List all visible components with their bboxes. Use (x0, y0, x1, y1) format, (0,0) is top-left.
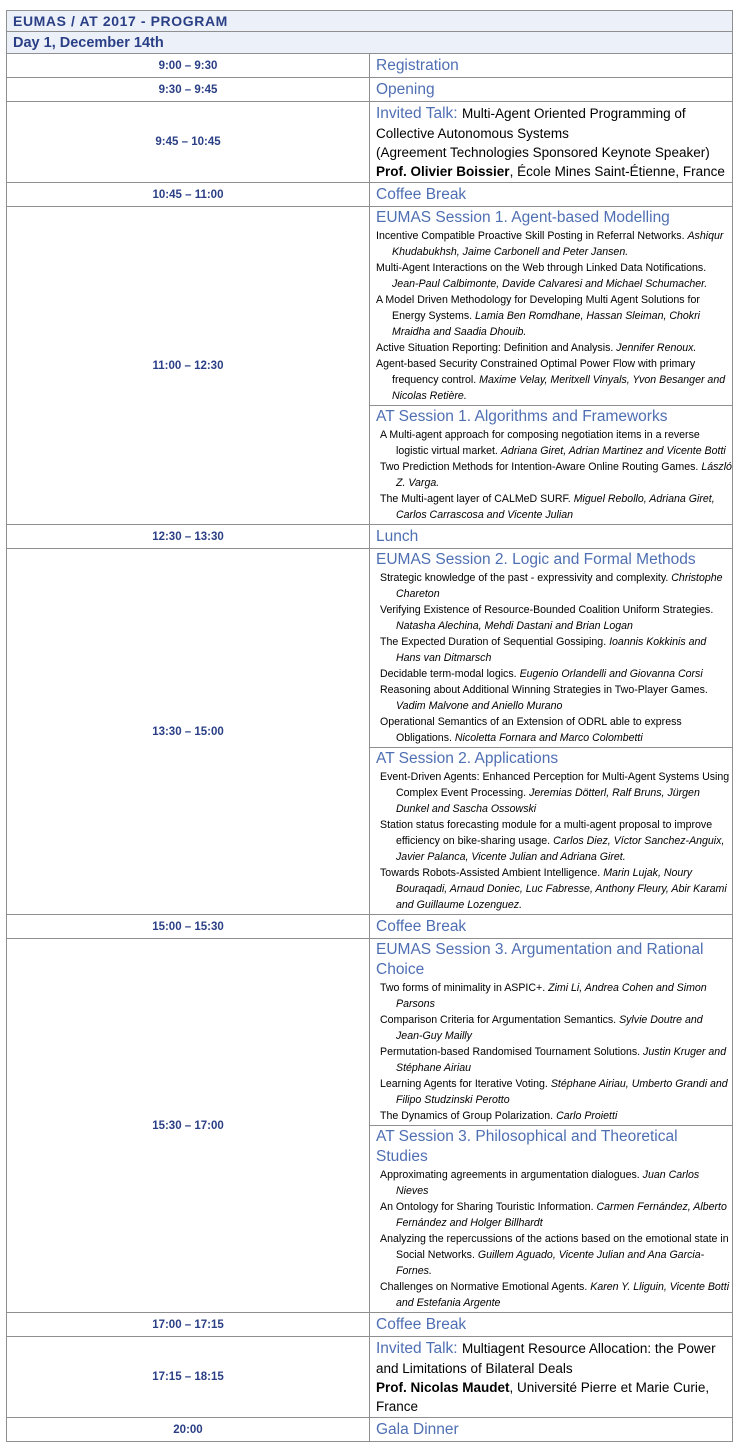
paper-item (376, 459, 732, 491)
invited-speaker (376, 1378, 732, 1416)
paper-title: Two forms of minimality in ASPIC+. (380, 982, 546, 994)
paper-list (376, 769, 732, 913)
paper-authors: Zimi Li, Andrea Cohen and Simon Parsons (396, 982, 707, 1010)
paper-title: A Model Driven Methodology for Developing Multi Agent Solutions for Energy Systems. (376, 294, 700, 322)
slot-label-cell (370, 1313, 733, 1337)
slot-label: Registration (376, 57, 459, 74)
paper-authors: Jennifer Renoux. (616, 342, 697, 354)
speaker-affiliation: , École Mines Saint-Étienne, France (509, 164, 725, 179)
paper-list (376, 228, 732, 404)
paper-item (376, 1108, 732, 1124)
paper-authors: Carmen Fernández, Alberto Fernández and Holger Billhardt (396, 1201, 727, 1229)
paper-item (376, 980, 732, 1012)
session-title: EUMAS Session 2. Logic and Formal Methods (376, 551, 696, 568)
invited-speaker (376, 162, 732, 181)
paper-title: Approximating agreements in argumentation dialogues. (380, 1169, 640, 1181)
paper-authors: Lamia Ben Romdhane, Hassan Sleiman, Chokri Mraidha and Saadia Dhouib. (392, 310, 700, 338)
session-cell (370, 748, 733, 915)
paper-item (376, 666, 732, 682)
schedule-row (7, 78, 733, 102)
invited-talk-title: Multi-Agent Oriented Programming of Collective Autonomous Systems (376, 106, 686, 141)
paper-authors: Miguel Rebollo, Adriana Giret, Carlos Carrascosa and Vicente Julian (396, 493, 715, 521)
paper-authors: Nicoletta Fornara and Marco Colombetti (454, 732, 643, 744)
paper-item (376, 1199, 732, 1231)
session-cell (370, 939, 733, 1126)
slot-label: Coffee Break (376, 918, 467, 935)
paper-title: Comparison Criteria for Argumentation Semantics. (380, 1014, 617, 1026)
paper-authors: Guillem Aguado, Vicente Julian and Ana Garcia-Fornes. (396, 1249, 705, 1277)
program-title-row (7, 11, 733, 32)
paper-item (376, 634, 732, 666)
paper-list (376, 570, 732, 746)
program-page (6, 10, 733, 1442)
paper-title: Strategic knowledge of the past - expressivity and complexity. (380, 572, 669, 584)
time-slot: 20:00 (7, 1418, 370, 1442)
paper-title: Towards Robots-Assisted Ambient Intelligence. (380, 867, 601, 879)
time-slot: 13:30 – 15:00 (7, 549, 370, 915)
program-table (6, 10, 733, 1442)
schedule-row (7, 54, 733, 78)
speaker-affiliation: , Université Pierre et Marie Curie, France (376, 1380, 710, 1414)
paper-authors: Adriana Giret, Adrian Martinez and Vicente Botti (500, 445, 726, 457)
time-slot: 15:30 – 17:00 (7, 939, 370, 1313)
paper-item (376, 602, 732, 634)
paper-authors: Carlo Proietti (556, 1110, 618, 1122)
paper-title: Incentive Compatible Proactive Skill Posting in Referral Networks. (376, 230, 685, 242)
schedule-row (7, 183, 733, 207)
day-title-row (7, 32, 733, 54)
schedule-row (7, 1337, 733, 1418)
schedule-row (7, 915, 733, 939)
paper-item (376, 356, 732, 404)
paper-item (376, 817, 732, 865)
invited-talk-heading (376, 1338, 732, 1378)
slot-label-cell (370, 525, 733, 549)
paper-title: The Multi-agent layer of CALMeD SURF. (380, 493, 571, 505)
paper-title: A Multi-agent approach for composing negotiation items in a reverse logistic virtual market. (380, 429, 700, 457)
paper-authors: Christophe Chareton (396, 572, 723, 600)
paper-authors: Eugenio Orlandelli and Giovanna Corsi (519, 668, 703, 680)
speaker-name: Prof. Nicolas Maudet (376, 1380, 510, 1395)
slot-label: Coffee Break (376, 1316, 467, 1333)
slot-label-cell (370, 915, 733, 939)
slot-label: Opening (376, 81, 435, 98)
session-title: EUMAS Session 1. Agent-based Modelling (376, 209, 670, 226)
paper-title: Event-Driven Agents: Enhanced Perception for Multi-Agent Systems Using Complex Event Processing. (380, 771, 730, 799)
paper-title: The Dynamics of Group Polarization. (380, 1110, 554, 1122)
time-slot: 12:30 – 13:30 (7, 525, 370, 549)
paper-authors: Juan Carlos Nieves (396, 1169, 700, 1197)
speaker-name: Prof. Olivier Boissier (376, 164, 510, 179)
paper-authors: Jeremias Dötterl, Ralf Bruns, Jürgen Dunkel and Sascha Ossowski (396, 787, 700, 815)
paper-authors: Justin Kruger and Stéphane Airiau (396, 1046, 727, 1074)
paper-authors: Natasha Alechina, Mehdi Dastani and Brian Logan (396, 620, 633, 632)
paper-title: Permutation-based Randomised Tournament Solutions. (380, 1046, 641, 1058)
session-row (7, 549, 733, 748)
paper-title: Active Situation Reporting: Definition and Analysis. (376, 342, 614, 354)
session-cell (370, 406, 733, 525)
paper-item (376, 682, 732, 714)
invited-talk-prefix: Invited Talk: (376, 1340, 458, 1357)
paper-authors: Sylvie Doutre and Jean-Guy Mailly (396, 1014, 703, 1042)
slot-label: Coffee Break (376, 186, 467, 203)
paper-title: Decidable term-modal logics. (380, 668, 517, 680)
paper-item (376, 865, 732, 913)
invited-talk-cell (370, 102, 733, 183)
session-title: AT Session 2. Applications (376, 750, 559, 767)
paper-item (376, 769, 732, 817)
session-row (7, 939, 733, 1126)
paper-title: An Ontology for Sharing Touristic Information. (380, 1201, 594, 1213)
invited-talk-cell (370, 1337, 733, 1418)
paper-item (376, 1076, 732, 1108)
paper-title: Verifying Existence of Resource-Bounded Coalition Uniform Strategies. (380, 604, 714, 616)
paper-item (376, 714, 732, 746)
session-cell (370, 549, 733, 748)
paper-item (376, 427, 732, 459)
paper-title: Challenges on Normative Emotional Agents. (380, 1281, 588, 1293)
session-row (7, 207, 733, 406)
invited-talk-prefix: Invited Talk: (376, 105, 458, 122)
schedule-row (7, 102, 733, 183)
paper-item (376, 292, 732, 340)
paper-item (376, 260, 732, 292)
time-slot: 11:00 – 12:30 (7, 207, 370, 525)
slot-label-cell (370, 78, 733, 102)
paper-title: The Expected Duration of Sequential Gossiping. (380, 636, 607, 648)
paper-item (376, 1044, 732, 1076)
program-title: EUMAS / AT 2017 - PROGRAM (7, 11, 733, 32)
session-cell (370, 1126, 733, 1313)
invited-talk-subtitle: (Agreement Technologies Sponsored Keynote Speaker) (376, 145, 710, 160)
paper-list (376, 427, 732, 523)
paper-title: Analyzing the repercussions of the actions based on the emotional state in Social Networks. (380, 1233, 729, 1261)
time-slot: 17:15 – 18:15 (7, 1337, 370, 1418)
paper-authors: Maxime Velay, Meritxell Vinyals, Yvon Besanger and Nicolas Retière. (392, 374, 726, 402)
slot-label-cell (370, 1418, 733, 1442)
paper-authors: Carlos Diez, Víctor Sanchez-Anguix, Javier Palanca, Vicente Julian and Adriana Giret. (396, 835, 725, 863)
paper-authors: Ashiqur Khudabukhsh, Jaime Carbonell and Peter Jansen. (392, 230, 724, 258)
paper-authors: Jean-Paul Calbimonte, Davide Calvaresi and Michael Schumacher. (392, 278, 708, 290)
day-title: Day 1, December 14th (7, 32, 733, 54)
paper-item (376, 570, 732, 602)
paper-authors: Stéphane Airiau, Umberto Grandi and Filipo Studzinski Perotto (396, 1078, 728, 1106)
paper-item (376, 491, 732, 523)
slot-label: Lunch (376, 528, 419, 545)
invited-talk-heading (376, 103, 732, 143)
paper-title: Agent-based Security Constrained Optimal Power Flow with primary frequency control. (376, 358, 696, 386)
session-title: EUMAS Session 3. Argumentation and Rational Choice (376, 941, 704, 978)
slot-label: Gala Dinner (376, 1421, 459, 1438)
paper-title: Reasoning about Additional Winning Strategies in Two-Player Games. (380, 684, 708, 696)
paper-list (376, 1167, 732, 1311)
schedule-row (7, 1418, 733, 1442)
paper-authors: Ioannis Kokkinis and Hans van Ditmarsch (396, 636, 707, 664)
paper-item (376, 1231, 732, 1279)
paper-title: Two Prediction Methods for Intention-Aware Online Routing Games. (380, 461, 699, 473)
paper-title: Learning Agents for Iterative Voting. (380, 1078, 548, 1090)
schedule-row (7, 1313, 733, 1337)
paper-authors: László Z. Varga. (396, 461, 732, 489)
paper-authors: Vadim Malvone and Aniello Murano (396, 700, 563, 712)
paper-item (376, 1167, 732, 1199)
time-slot: 9:00 – 9:30 (7, 54, 370, 78)
paper-item (376, 228, 732, 260)
time-slot: 10:45 – 11:00 (7, 183, 370, 207)
paper-title: Station status forecasting module for a multi-agent proposal to improve efficiency on bike-sharing usage. (380, 819, 713, 847)
paper-authors: Karen Y. Lliguin, Vicente Botti and Estefania Argente (396, 1281, 730, 1309)
paper-title: Operational Semantics of an Extension of ODRL able to express Obligations. (380, 716, 682, 744)
paper-title: Multi-Agent Interactions on the Web through Linked Data Notifications. (376, 262, 707, 274)
schedule-row (7, 525, 733, 549)
slot-label-cell (370, 54, 733, 78)
paper-list (376, 980, 732, 1124)
session-title: AT Session 1. Algorithms and Frameworks (376, 408, 668, 425)
session-cell (370, 207, 733, 406)
time-slot: 15:00 – 15:30 (7, 915, 370, 939)
paper-authors: Marin Lujak, Noury Bouraqadi, Arnaud Doniec, Luc Fabresse, Anthony Fleury, Abir Karami and Guillaume Lozenguez. (396, 867, 727, 911)
paper-item (376, 340, 732, 356)
paper-item (376, 1279, 732, 1311)
invited-talk-title: Multiagent Resource Allocation: the Power and Limitations of Bilateral Deals (376, 1341, 716, 1376)
time-slot: 9:45 – 10:45 (7, 102, 370, 183)
time-slot: 9:30 – 9:45 (7, 78, 370, 102)
time-slot: 17:00 – 17:15 (7, 1313, 370, 1337)
slot-label-cell (370, 183, 733, 207)
paper-item (376, 1012, 732, 1044)
session-title: AT Session 3. Philosophical and Theoretical Studies (376, 1128, 678, 1165)
